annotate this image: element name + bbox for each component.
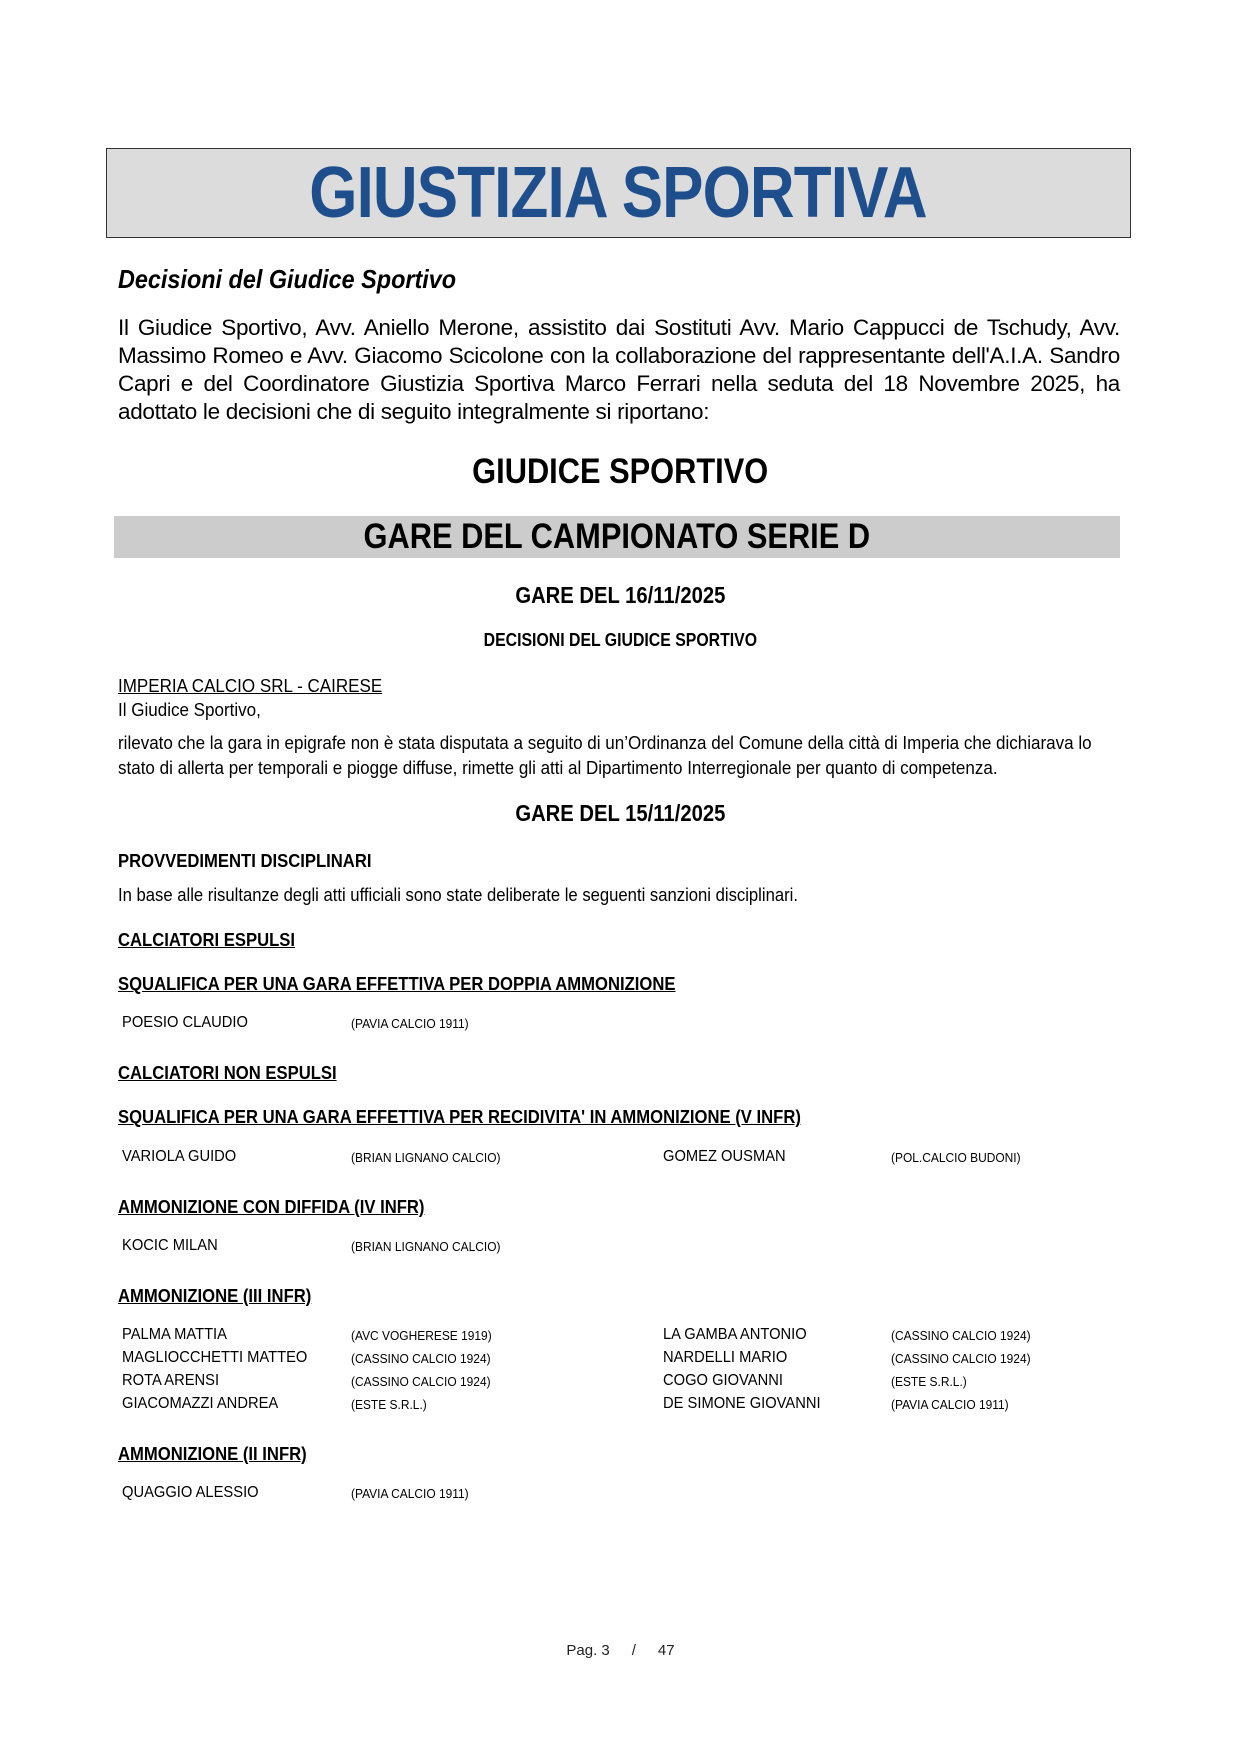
table-row: [0, 1484, 1241, 1507]
page-number: Pag. 3: [566, 1642, 610, 1659]
player-name: ROTA ARENSI: [122, 1372, 220, 1389]
player-name: VARIOLA GUIDO: [122, 1148, 237, 1165]
player-name: QUAGGIO ALESSIO: [122, 1484, 259, 1501]
table-row: [0, 1326, 1241, 1349]
club-name: (BRIAN LIGNANO CALCIO): [351, 1150, 501, 1165]
match-title: IMPERIA CALCIO SRL - CAIRESE: [118, 675, 383, 696]
campionato-heading: GARE DEL CAMPIONATO SERIE D: [114, 516, 1120, 558]
player-name: DE SIMONE GIOVANNI: [663, 1395, 821, 1412]
club-name: (POL.CALCIO BUDONI): [891, 1150, 1021, 1165]
player-name: NARDELLI MARIO: [663, 1349, 788, 1366]
intro-paragraph: Il Giudice Sportivo, Avv. Aniello Merone, assistito dai Sostituti Avv. Mario Cappucci de Tschudy, Avv. Massimo Romeo e Avv. Giacomo Scicolone con la collaborazione del rappresentante dell'A.I.A. Sandro Capri e del Coordinatore Giustizia Sportiva Marco Ferrari nella seduta del 18 Novembre 2025, ha adottato le decisioni che di seguito integralmente si riportano:: [118, 315, 1120, 424]
ammonizione-diffida-heading: AMMONIZIONE CON DIFFIDA (IV INFR): [118, 1196, 425, 1217]
player-name: GOMEZ OUSMAN: [663, 1148, 786, 1165]
calciatori-non-espulsi-heading: CALCIATORI NON ESPULSI: [118, 1062, 337, 1083]
club-name: (ESTE S.R.L.): [351, 1397, 427, 1412]
club-name: (BRIAN LIGNANO CALCIO): [351, 1239, 501, 1254]
ammonizione-ii-heading: AMMONIZIONE (II INFR): [118, 1443, 307, 1464]
giudice-sportivo-heading: GIUDICE SPORTIVO: [472, 452, 769, 491]
decision-text: rilevato che la gara in epigrafe non è stata disputata a seguito di un’Ordinanza del Comune della città di Imperia che dichiarava lo stato di allerta per temporali e piogge diffuse, rimette gli atti al Dipartimento Interregionale per quanto di competenza.: [118, 732, 1092, 778]
club-name: (ESTE S.R.L.): [891, 1374, 967, 1389]
player-name: COGO GIOVANNI: [663, 1372, 783, 1389]
section-subtitle: Decisioni del Giudice Sportivo: [118, 264, 457, 294]
gare-date-heading: GARE DEL 16/11/2025: [515, 582, 726, 608]
provvedimenti-heading: PROVVEDIMENTI DISCIPLINARI: [118, 850, 372, 871]
club-name: (PAVIA CALCIO 1911): [351, 1016, 469, 1031]
club-name: (CASSINO CALCIO 1924): [351, 1374, 491, 1389]
table-row: [0, 1014, 1241, 1037]
in-base-text: In base alle risultanze degli atti ufficiali sono state deliberate le seguenti sanzioni disciplinari.: [118, 884, 798, 905]
club-name: (PAVIA CALCIO 1911): [891, 1397, 1009, 1412]
table-row: [0, 1395, 1241, 1418]
squalifica-recidiva-heading: SQUALIFICA PER UNA GARA EFFETTIVA PER RECIDIVITA' IN AMMONIZIONE (V INFR): [118, 1106, 801, 1127]
table-row: [0, 1148, 1241, 1171]
player-name: PALMA MATTIA: [122, 1326, 227, 1343]
player-name: MAGLIOCCHETTI MATTEO: [122, 1349, 308, 1366]
club-name: (CASSINO CALCIO 1924): [891, 1351, 1031, 1366]
club-name: (AVC VOGHERESE 1919): [351, 1328, 492, 1343]
gare-date-heading-2: GARE DEL 15/11/2025: [515, 800, 726, 826]
page-separator: /: [631, 1642, 636, 1659]
player-name: KOCIC MILAN: [122, 1237, 218, 1254]
table-row: [0, 1372, 1241, 1395]
player-name: POESIO CLAUDIO: [122, 1014, 248, 1031]
table-row: [0, 1349, 1241, 1372]
page-title: GIUSTIZIA SPORTIVA: [309, 153, 928, 233]
club-name: (CASSINO CALCIO 1924): [891, 1328, 1031, 1343]
page-footer: [0, 1642, 1241, 1659]
title-banner: [106, 148, 1131, 238]
squalifica-doppia-heading: SQUALIFICA PER UNA GARA EFFETTIVA PER DOPPIA AMMONIZIONE: [118, 973, 676, 994]
player-name: LA GAMBA ANTONIO: [663, 1326, 807, 1343]
decisioni-heading: DECISIONI DEL GIUDICE SPORTIVO: [483, 630, 758, 650]
player-name: GIACOMAZZI ANDREA: [122, 1395, 279, 1412]
calciatori-espulsi-heading: CALCIATORI ESPULSI: [118, 929, 296, 950]
page-total: 47: [657, 1642, 675, 1659]
ammonizione-iii-heading: AMMONIZIONE (III INFR): [118, 1285, 312, 1306]
giudice-line: Il Giudice Sportivo,: [118, 699, 261, 720]
club-name: (PAVIA CALCIO 1911): [351, 1486, 469, 1501]
table-row: [0, 1237, 1241, 1260]
club-name: (CASSINO CALCIO 1924): [351, 1351, 491, 1366]
